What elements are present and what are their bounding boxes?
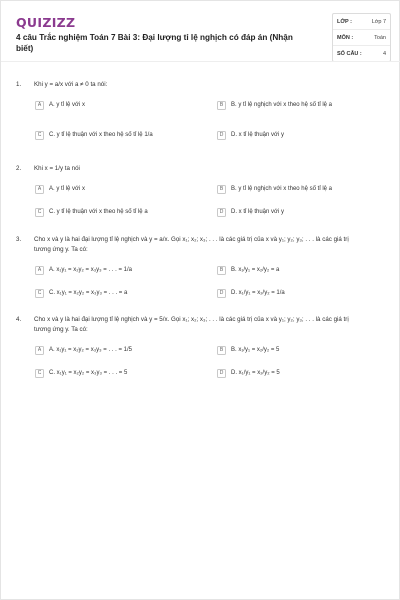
option-letter-box: D bbox=[217, 289, 226, 298]
header-divider bbox=[1, 61, 400, 62]
option-3a[interactable] bbox=[35, 264, 132, 276]
question-number: 4. bbox=[16, 316, 22, 323]
meta-row-subject bbox=[333, 30, 390, 46]
option-letter-box: B bbox=[217, 101, 226, 110]
option-2d[interactable] bbox=[217, 206, 284, 218]
question-text-line1: Cho x và y là hai đại lượng tỉ lệ nghịch và y = a/x. Gọi x₁; x₂; x₃; . . . là các giá trị của x và y₁; y₂; y₃; . . . là các giá trị bbox=[34, 236, 349, 243]
option-4d[interactable] bbox=[217, 367, 280, 379]
meta-key: SỐ CÂU : bbox=[337, 50, 362, 57]
question-text: Khi x = 1/y ta nói bbox=[34, 165, 80, 172]
option-text: C. x₁y₁ = x₂y₂ = x₃y₃ = . . . = 5 bbox=[49, 370, 128, 376]
option-letter-box: A bbox=[35, 101, 44, 110]
option-text: D. x tỉ lệ thuận với y bbox=[231, 132, 284, 138]
option-1b[interactable] bbox=[217, 99, 332, 111]
option-2a[interactable] bbox=[35, 183, 85, 195]
option-2c[interactable] bbox=[35, 206, 148, 218]
option-text: C. y tỉ lệ thuận với x theo hệ số tỉ lệ a bbox=[49, 209, 148, 215]
option-1c[interactable] bbox=[35, 129, 153, 141]
option-letter-box: C bbox=[35, 131, 44, 140]
option-4a[interactable] bbox=[35, 344, 132, 356]
option-3b[interactable] bbox=[217, 264, 279, 276]
option-letter-box: A bbox=[35, 346, 44, 355]
option-letter-box: B bbox=[217, 185, 226, 194]
option-letter-box: D bbox=[217, 369, 226, 378]
option-text: D. x₁/y₁ = x₂/y₂ = 5 bbox=[231, 370, 280, 376]
option-4b[interactable] bbox=[217, 344, 279, 356]
question-number: 2. bbox=[16, 165, 22, 172]
option-text: A. x₁y₁ = x₂y₂ = x₃y₃ = . . . = 1/a bbox=[49, 267, 132, 273]
option-text: B. y tỉ lệ nghịch với x theo hệ số tỉ lệ a bbox=[231, 186, 332, 192]
option-1d[interactable] bbox=[217, 129, 284, 141]
option-text: A. y tỉ lệ với x bbox=[49, 186, 85, 192]
option-letter-box: C bbox=[35, 208, 44, 217]
option-text: C. y tỉ lệ thuận với x theo hệ số tỉ lệ 1/a bbox=[49, 132, 153, 138]
question-text-line2: tương ứng y. Ta có: bbox=[34, 246, 88, 253]
option-text: B. y tỉ lệ nghịch với x theo hệ số tỉ lệ a bbox=[231, 102, 332, 108]
question-number: 1. bbox=[16, 81, 22, 88]
option-letter-box: D bbox=[217, 208, 226, 217]
option-1a[interactable] bbox=[35, 99, 85, 111]
option-text: D. x₁/y₁ = x₂/y₂ = 1/a bbox=[231, 290, 285, 296]
option-text: B. x₁/y₁ = x₂/y₂ = 5 bbox=[231, 347, 280, 353]
option-4c[interactable] bbox=[35, 367, 127, 379]
question-number: 3. bbox=[16, 236, 22, 243]
option-text: A. y tỉ lệ với x bbox=[49, 102, 85, 108]
worksheet-title: 4 câu Trắc nghiệm Toán 7 Bài 3: Đại lượng tỉ lệ nghịch có đáp án (Nhận biết) bbox=[16, 33, 293, 53]
quizizz-logo: QUIZIZZ bbox=[16, 15, 76, 30]
option-text: A. x₁y₁ = x₂y₂ = x₃y₃ = . . . = 1/5 bbox=[49, 347, 132, 353]
option-3d[interactable] bbox=[217, 287, 285, 299]
option-letter-box: C bbox=[35, 289, 44, 298]
option-text: D. x tỉ lệ thuận với y bbox=[231, 209, 284, 215]
meta-value: Toán bbox=[374, 34, 386, 41]
question-text: Khi y = a/x với a ≠ 0 ta nói: bbox=[34, 81, 108, 88]
option-letter-box: C bbox=[35, 369, 44, 378]
option-letter-box: B bbox=[217, 346, 226, 355]
option-3c[interactable] bbox=[35, 287, 127, 299]
meta-row-class bbox=[333, 14, 390, 30]
meta-value: Lớp 7 bbox=[371, 18, 386, 25]
option-2b[interactable] bbox=[217, 183, 332, 195]
question-text-line1: Cho x và y là hai đại lượng tỉ lệ nghịch và y = 5/x. Gọi x₁; x₂; x₃; . . . là các giá trị của x và y₁; y₂; y₃; . . . là các giá trị bbox=[34, 316, 349, 323]
meta-key: MÔN : bbox=[337, 34, 354, 41]
option-letter-box: D bbox=[217, 131, 226, 140]
meta-row-count bbox=[333, 46, 390, 61]
option-letter-box: B bbox=[217, 266, 226, 275]
meta-value: 4 bbox=[382, 50, 386, 57]
meta-key: LỚP : bbox=[337, 18, 352, 25]
option-text: C. x₁y₁ = x₂y₂ = x₃y₃ = . . . = a bbox=[49, 290, 128, 296]
question-text-line2: tương ứng y. Ta có: bbox=[34, 326, 88, 333]
option-letter-box: A bbox=[35, 185, 44, 194]
meta-box bbox=[332, 13, 391, 62]
option-letter-box: A bbox=[35, 266, 44, 275]
option-text: B. x₁/y₁ = x₂/y₂ = a bbox=[231, 267, 280, 273]
